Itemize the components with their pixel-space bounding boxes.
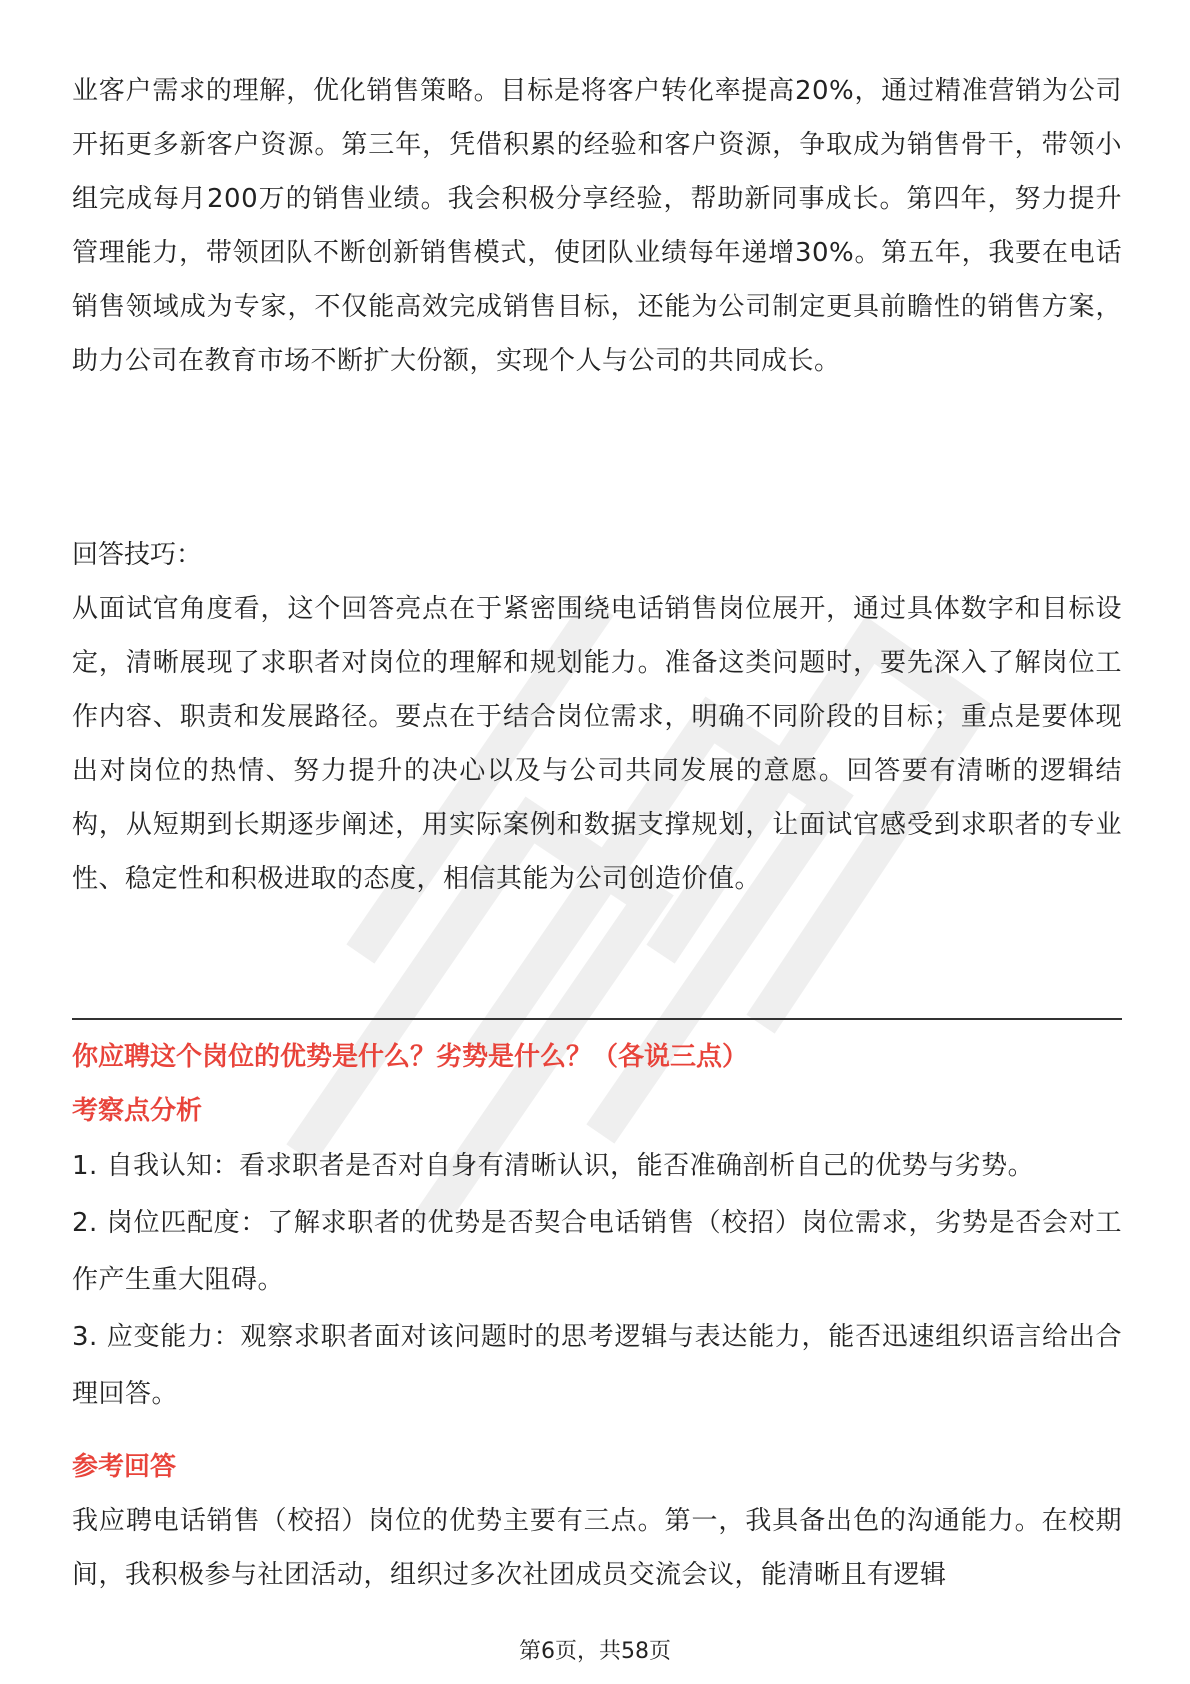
analysis-heading: 考察点分析 [72,1096,203,1126]
tips-paragraph: 从面试官角度看，这个回答亮点在于紧密围绕电话销售岗位展开，通过具体数字和目标设定，清晰展现了求职者对岗位的理解和规划能力。准备这类问题时，要先深入了解岗位工作内容、职责和发展路径。要点在于结合岗位需求，明确不同阶段的目标；重点是要体现出对岗位的热情、努力提升的决心以及与公司共同发展的意愿。回答要有清晰的逻辑结构，从短期到长期逐步阐述，用实际案例和数据支撑规划，让面试官感受到求职者的专业性、稳定性和积极进取的态度，相信其能为公司创造价值。 [72,594,1122,894]
analysis-list [72,1138,1122,1423]
analysis-item-self-awareness: 1. 自我认知：看求职者是否对自身有清晰认识，能否准确剖析自己的优势与劣势。 [72,1151,1035,1181]
reference-answer-heading: 参考回答 [72,1452,177,1482]
section-divider [72,1018,1122,1020]
page-number-footer: 第6页，共58页 [519,1639,671,1664]
analysis-item-job-fit: 2. 岗位匹配度：了解求职者的优势是否契合电话销售（校招）岗位需求，劣势是否会对工作产生重大阻碍。 [72,1208,1122,1295]
tips-label: 回答技巧： [72,540,203,570]
answer-continued-paragraph: 业客户需求的理解，优化销售策略。目标是将客户转化率提高20%，通过精准营销为公司开拓更多新客户资源。第三年，凭借积累的经验和客户资源，争取成为销售骨干，带领小组完成每月200万的销售业绩。我会积极分享经验，帮助新同事成长。第四年，努力提升管理能力，带领团队不断创新销售模式，使团队业绩每年递增30%。第五年，我要在电话销售领域成为专家，不仅能高效完成销售目标，还能为公司制定更具前瞻性的销售方案，助力公司在教育市场不断扩大份额，实现个人与公司的共同成长。 [72,76,1122,376]
analysis-item-adaptability: 3. 应变能力：观察求职者面对该问题时的思考逻辑与表达能力，能否迅速组织语言给出合理回答。 [72,1322,1122,1409]
reference-answer-paragraph: 我应聘电话销售（校招）岗位的优势主要有三点。第一，我具备出色的沟通能力。在校期间，我积极参与社团活动，组织过多次社团成员交流会议，能清晰且有逻辑 [72,1506,1122,1590]
question-heading: 你应聘这个岗位的优势是什么？劣势是什么？（各说三点） [72,1042,749,1072]
